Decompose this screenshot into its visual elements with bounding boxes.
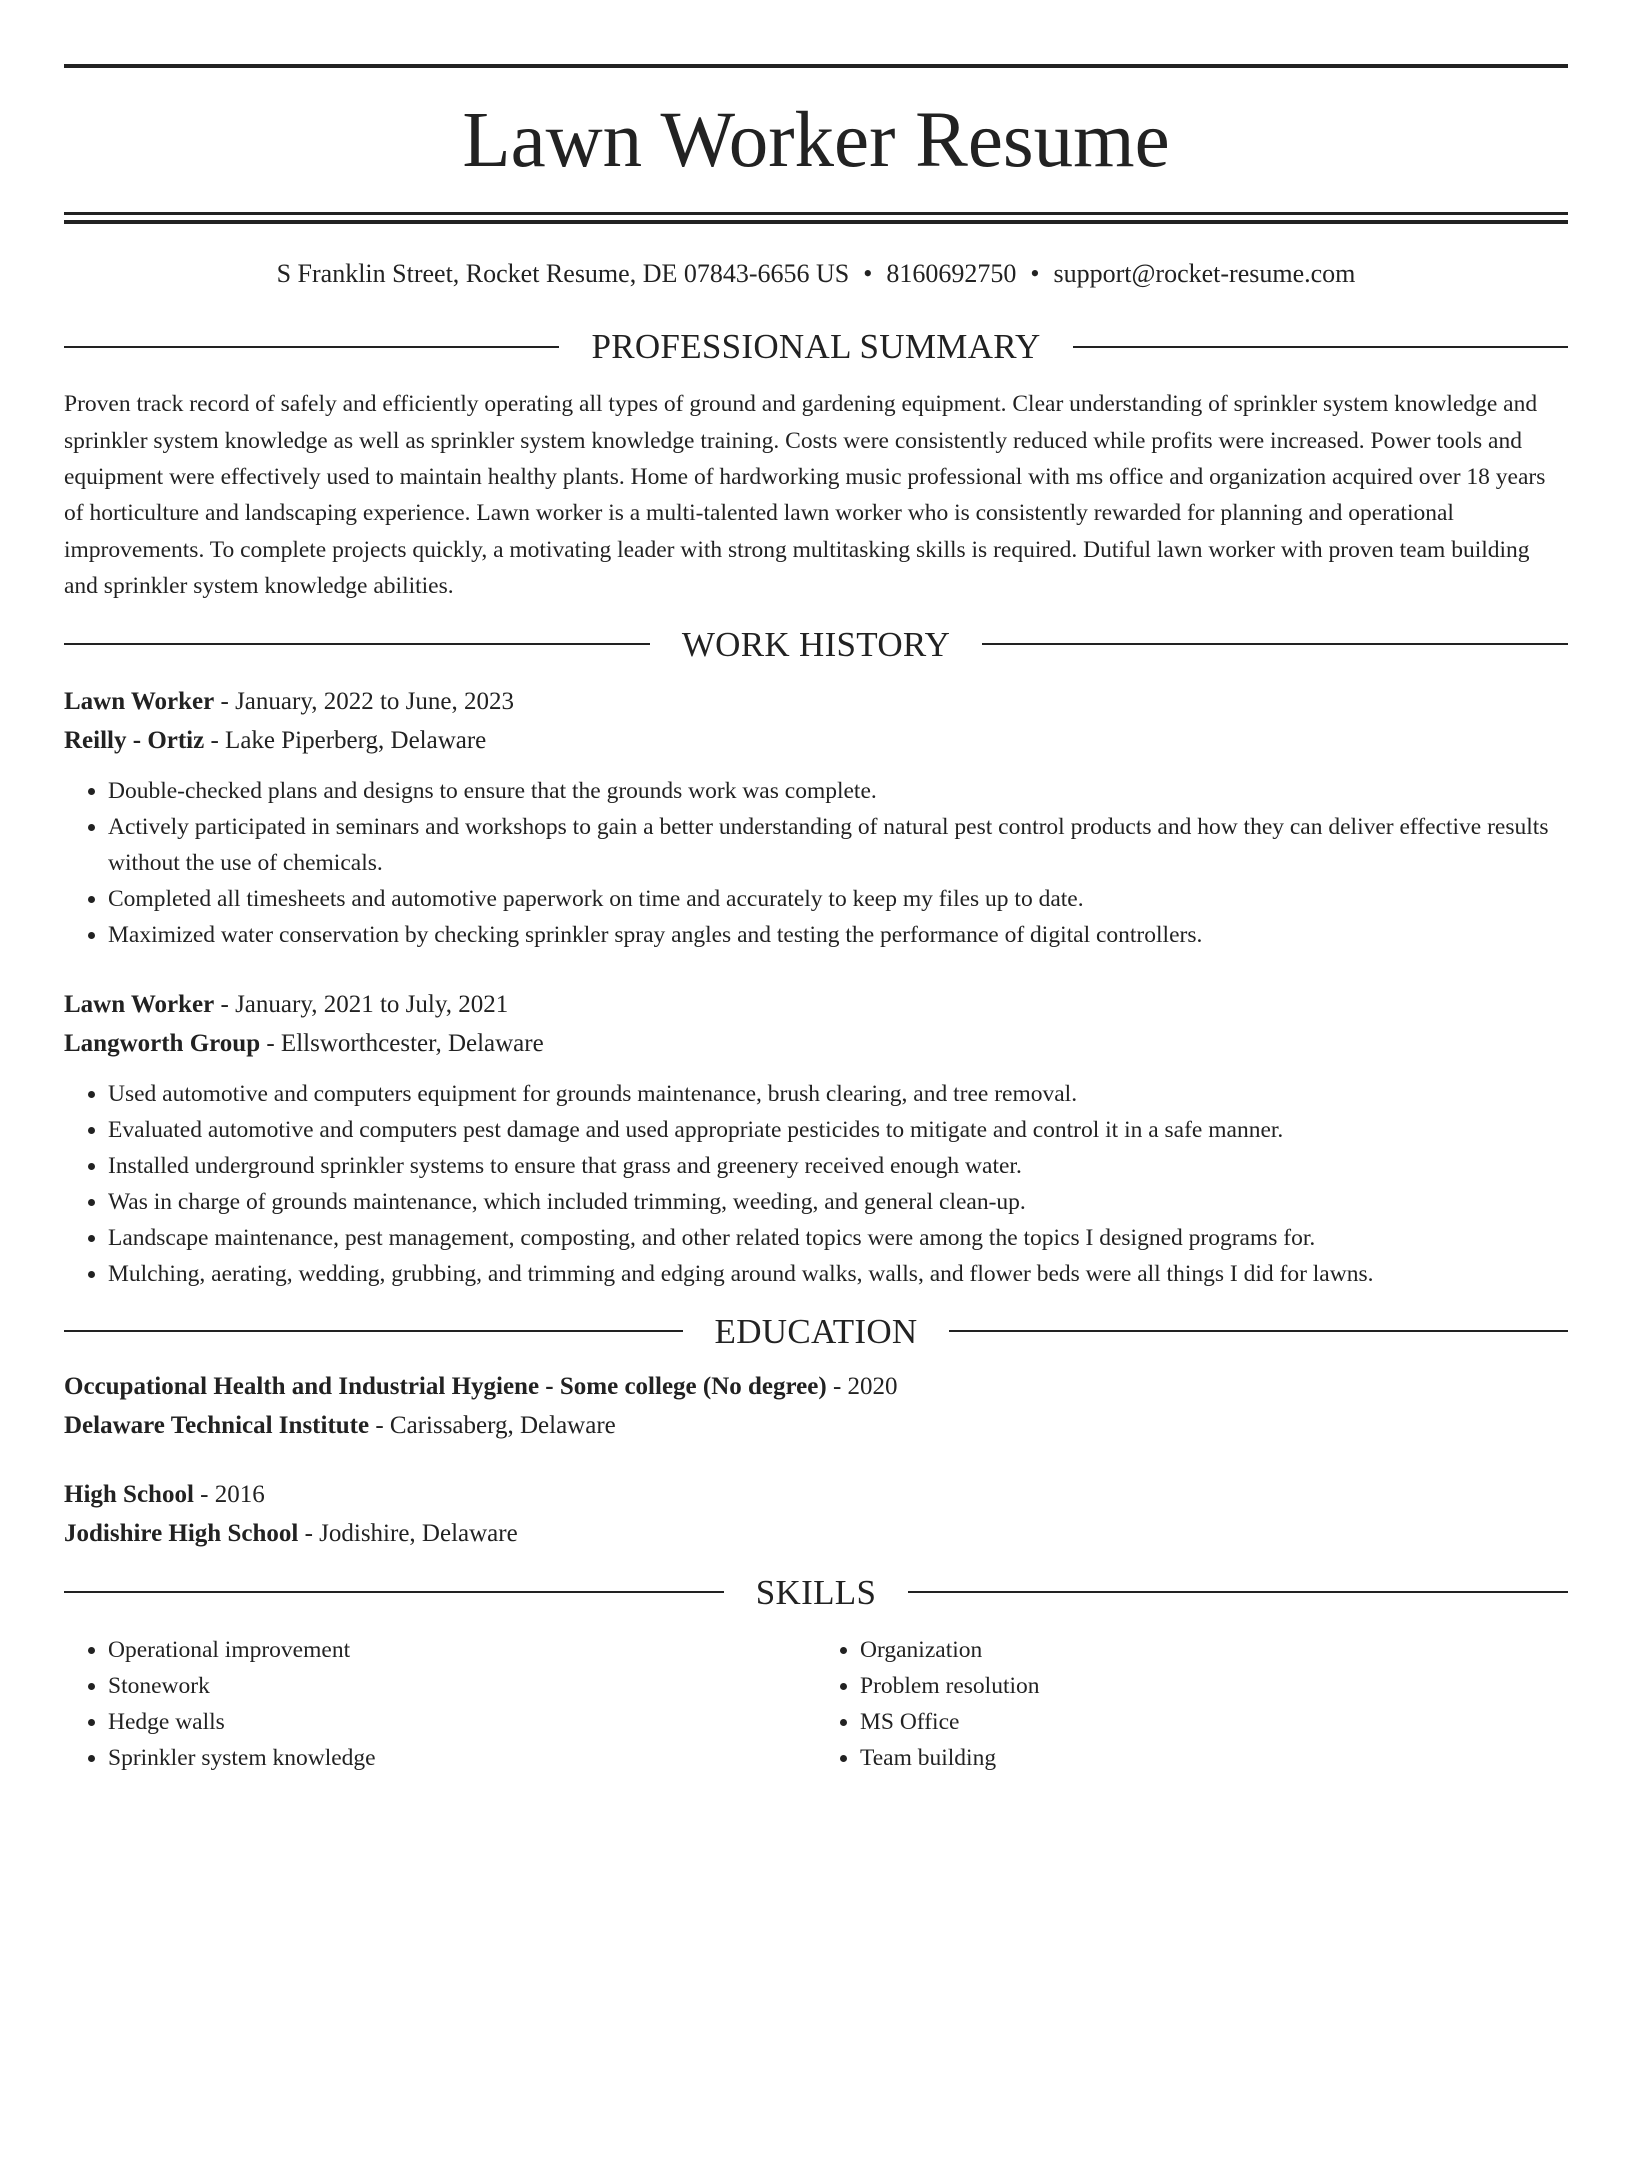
section-heading-education [64,1311,1568,1351]
job-location: - Ellsworthcester, Delaware [260,1029,544,1057]
skill-item: • Problem resolution [860,1668,1568,1704]
heading-rule [64,1591,724,1593]
section-heading-label: EDUCATION [714,1311,918,1351]
skill-item: • Team building [860,1740,1568,1776]
section-heading-label: PROFESSIONAL SUMMARY [591,327,1041,367]
skill-item: • Operational improvement [108,1632,816,1668]
title-double-rule [64,212,1568,224]
job-bullet: • Installed underground sprinkler systems to ensure that grass and greenery received enough water. [108,1148,1568,1184]
section-heading-label: SKILLS [755,1572,877,1612]
education-school: Jodishire High School [64,1519,299,1547]
job-bullet: • Was in charge of grounds maintenance, which included trimming, weeding, and general clean-up. [108,1184,1568,1220]
education-school-line [64,1406,1568,1445]
education-entry [64,1475,1568,1553]
education-location: - Carissaberg, Delaware [369,1411,616,1439]
education-degree-line [64,1475,1568,1514]
heading-rule [64,346,559,348]
education-year: - 2020 [826,1372,898,1400]
section-heading-work-history [64,624,1568,664]
heading-rule [908,1591,1568,1593]
education-school: Delaware Technical Institute [64,1411,370,1439]
education-entry [64,1367,1568,1445]
heading-rule [64,643,650,645]
skill-item: • MS Office [860,1704,1568,1740]
job-dates: - January, 2021 to July, 2021 [214,990,509,1018]
job-bullets [64,1076,1568,1292]
section-heading-label: WORK HISTORY [681,624,951,664]
job-company-line [64,1024,1568,1063]
job-bullet: • Evaluated automotive and computers pest damage and used appropriate pesticides to mitigate and control it in a safe manner. [108,1112,1568,1148]
heading-rule [949,1330,1568,1332]
education-degree-line [64,1367,1568,1406]
contact-address: S Franklin Street, Rocket Resume, DE 07843-6656 US [276,259,850,288]
education-location: - Jodishire, Delaware [298,1519,518,1547]
job-bullet: • Maximized water conservation by checking sprinkler spray angles and testing the performance of digital controllers. [108,917,1568,953]
skill-item: • Sprinkler system knowledge [108,1740,816,1776]
education-school-line [64,1514,1568,1553]
job-bullets [64,773,1568,953]
resume-page [0,64,1632,2176]
job-bullet: • Landscape maintenance, pest management, composting, and other related topics were among the topics I designed programs for. [108,1220,1568,1256]
contact-line [64,258,1568,289]
job-entry [64,682,1568,953]
job-title: Lawn Worker [64,990,215,1018]
job-bullet: • Mulching, aerating, wedding, grubbing, and trimming and edging around walks, walls, and flower beds were all things I did for lawns. [108,1256,1568,1292]
job-bullet: • Double-checked plans and designs to ensure that the grounds work was complete. [108,773,1568,809]
section-heading-summary [64,327,1568,367]
job-company: Langworth Group [64,1029,261,1057]
education-degree: High School [64,1480,194,1508]
skills-column-left [64,1632,816,1776]
skill-item: • Hedge walls [108,1704,816,1740]
skill-item: • Organization [860,1632,1568,1668]
job-title-line [64,682,1568,721]
summary-text: Proven track record of safely and efficiently operating all types of ground and gardening equipment. Clear understanding of sprinkler system knowledge and sprinkler system knowledge as well as sprinkler system knowledge training. Costs were consistently reduced while profits were increased. Power tools and equipment were effectively used to maintain healthy plants. Home of hardworking music professional with ms office and organization acquired over 18 years of horticulture and landscaping experience. Lawn worker is a multi-talented lawn worker who is consistently rewarded for planning and operational improvements. To complete projects quickly, a motivating leader with strong multitasking skills is required. Dutiful lawn worker with proven team building and sprinkler system knowledge abilities. [64,391,1546,600]
heading-rule [64,1330,683,1332]
job-title: Lawn Worker [64,687,215,715]
contact-email: support@rocket-resume.com [1053,259,1356,288]
heading-rule [982,643,1568,645]
skills-column-right [816,1632,1568,1776]
job-dates: - January, 2022 to June, 2023 [214,687,514,715]
resume-title: Lawn Worker Resume [462,96,1170,184]
contact-phone: 8160692750 [886,259,1017,288]
section-heading-skills [64,1572,1568,1612]
job-title-line [64,985,1568,1024]
job-bullet: • Actively participated in seminars and workshops to gain a better understanding of natural pest control products and how they can deliver effective results without the use of chemicals. [108,809,1568,881]
skills-grid [64,1632,1568,1776]
job-location: - Lake Piperberg, Delaware [204,726,487,754]
job-company-line [64,721,1568,760]
job-company: Reilly - Ortiz [64,726,205,754]
education-year: - 2016 [193,1480,265,1508]
job-bullet: • Completed all timesheets and automotive paperwork on time and accurately to keep my files up to date. [108,881,1568,917]
contact-separator: • [863,259,873,288]
job-entry [64,985,1568,1292]
contact-separator: • [1030,259,1040,288]
job-bullet: • Used automotive and computers equipment for grounds maintenance, brush clearing, and tree removal. [108,1076,1568,1112]
heading-rule [1073,346,1568,348]
education-degree: Occupational Health and Industrial Hygiene - Some college (No degree) [64,1372,827,1400]
skill-item: • Stonework [108,1668,816,1704]
